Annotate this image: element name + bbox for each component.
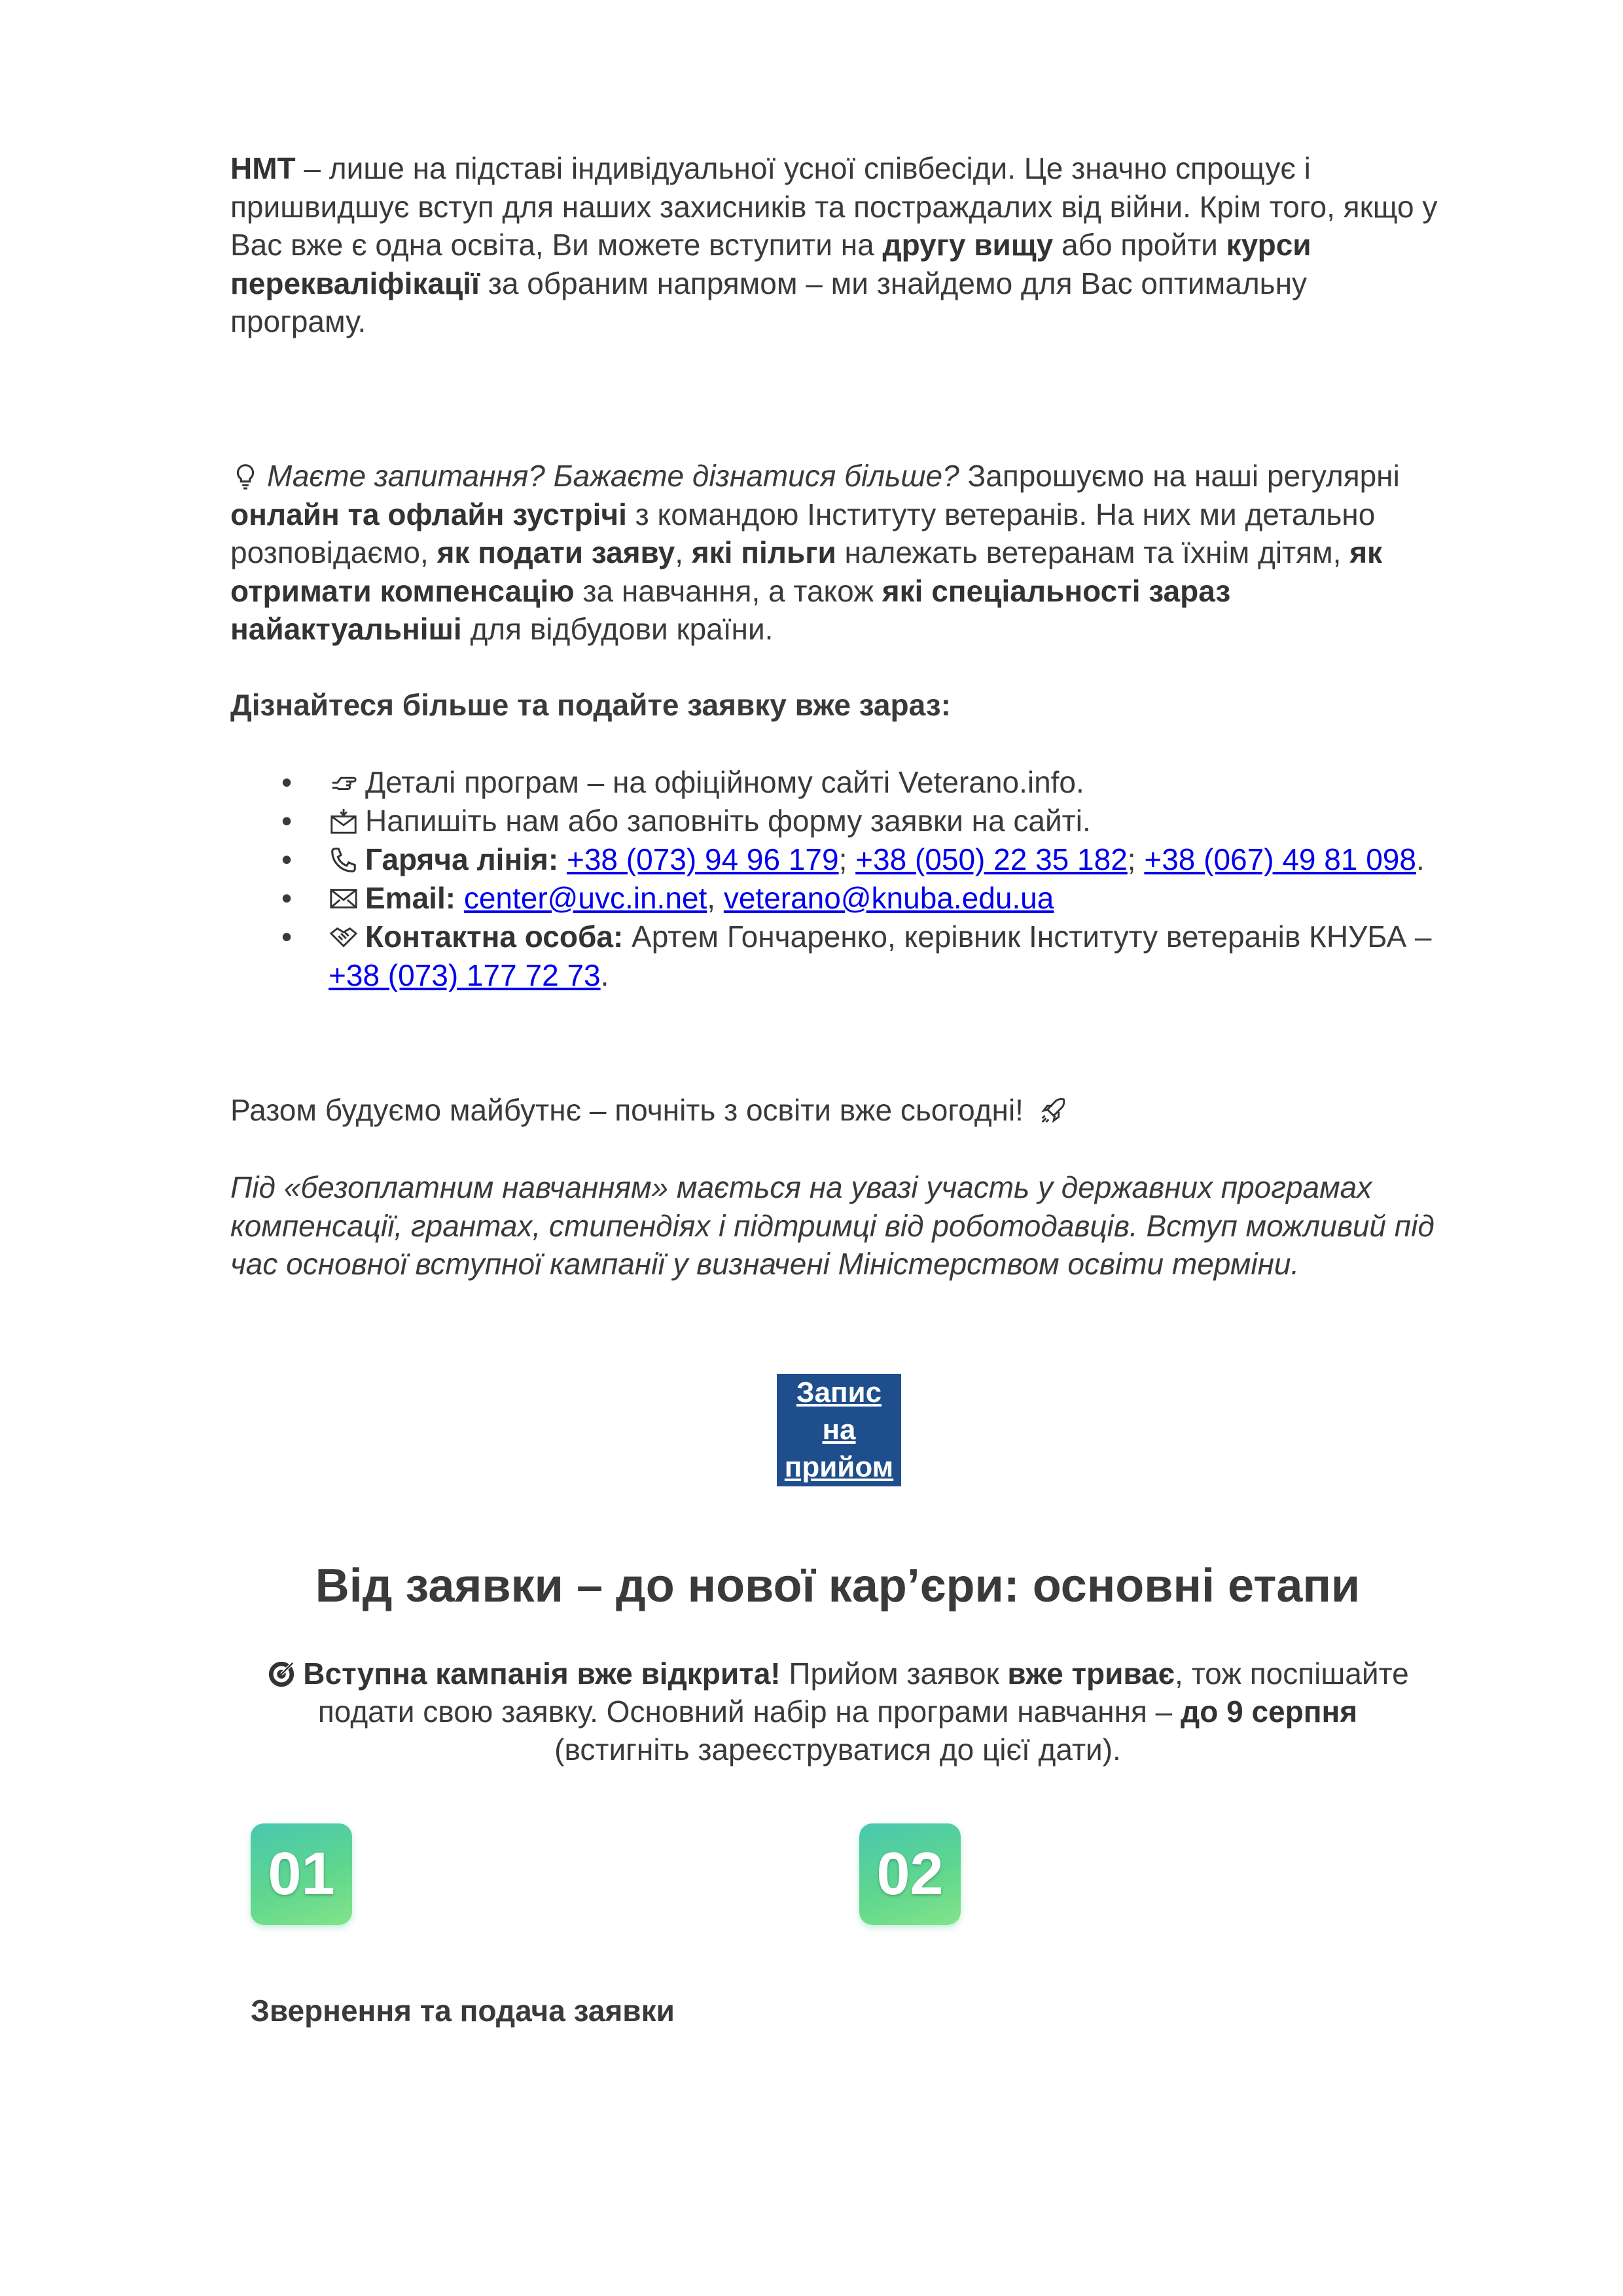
list-item: • Гаряча лінія: +38 (073) 94 96 179; +38 (050) 22 35 182; +38 (067) 49 81 098. [281,842,1425,876]
appointment-button[interactable]: Запис на прийом [777,1374,901,1486]
stages-heading: Від заявки – до нової кар’єри: основні етапи [315,1560,1361,1612]
list-item: • Контактна особа: Артем Гончаренко, керівник Інституту ветеранів КНУБА – +38 (073) 177 72 73. [281,920,1432,992]
email-link-1[interactable]: center@uvc.in.net [463,881,707,915]
learn-more-heading: Дізнайтеся більше та подайте заявку вже зараз: [230,688,951,722]
step-title: Звернення та подача заявки [251,1994,675,2028]
phone-link-3[interactable]: +38 (067) 49 81 098 [1144,842,1416,876]
questions-paragraph: Маєте запитання? Бажаєте дізнатися більше? Запрошуємо на наші регулярні онлайн та офлайн зустрічі з командою Інституту ветеранів. На них ми детально розповідаємо, як подати заяву, які пільги належать ветеранам та їхнім дітям, як отримати компенсацію за навчання, а також які спеціальності зараз найактуальніші для відбудови країни. [230,459,1400,646]
nmt-bold: НМТ [230,151,296,185]
contacts-list [230,763,1441,995]
campaign-paragraph: Вступна кампанія вже відкрита! Прийом заявок вже триває, тож поспішайте подати свою заявку. Основний набір на програми навчання – до 9 серпня (встигніть зареєструватися до цієї дати). [249,1655,1427,1768]
second-higher-bold: другу вищу [882,228,1054,262]
envelope-icon [329,806,359,836]
list-item: • Email: center@uvc.in.net, veterano@knuba.edu.ua [281,881,1054,915]
target-icon [266,1659,296,1689]
list-item: • Деталі програм – на офіційному сайті Veterano.info. [281,765,1084,799]
phone-link-1[interactable]: +38 (073) 94 96 179 [566,842,839,876]
intro-paragraph: НМТ – лише на підставі індивідуальної усної співбесіди. Це значно спрощує і пришвидшує вступ для наших захисників та постраждалих від війни. Крім того, якщо у Вас вже є одна освіта, Ви можете вступити на другу вищу або пройти курси перекваліфікації за обраним напрямом – ми знайдемо для Вас оптимальну програму. [230,151,1438,338]
handshake-icon [329,922,359,952]
disclaimer-paragraph: Під «безоплатним навчанням» мається на увазі участь у державних програмах компенсації, грантах, стипендіях і підтримці від роботодавців. Вступ можливий під час основної вступної кампанії у визначені Міністерством освіти терміни. [230,1170,1435,1281]
mail-icon [329,884,359,914]
courses-bold: курси перекваліфікації [230,228,1311,300]
lightbulb-icon [230,461,260,492]
phone-link-2[interactable]: +38 (050) 22 35 182 [855,842,1128,876]
pointing-hand-icon [329,768,359,798]
phone-icon [329,845,359,875]
contact-phone-link[interactable]: +38 (073) 177 72 73 [329,958,601,992]
list-item: • Напишіть нам або заповніть форму заявки на сайті. [281,804,1091,838]
step-number-badge: 02 [859,1823,961,1925]
step-number-badge: 01 [251,1823,352,1925]
email-link-2[interactable]: veterano@knuba.edu.ua [723,881,1054,915]
together-paragraph: Разом будуємо майбутнє – почніть з освіти вже сьогодні! [230,1091,1441,1130]
rocket-icon [1039,1096,1069,1126]
